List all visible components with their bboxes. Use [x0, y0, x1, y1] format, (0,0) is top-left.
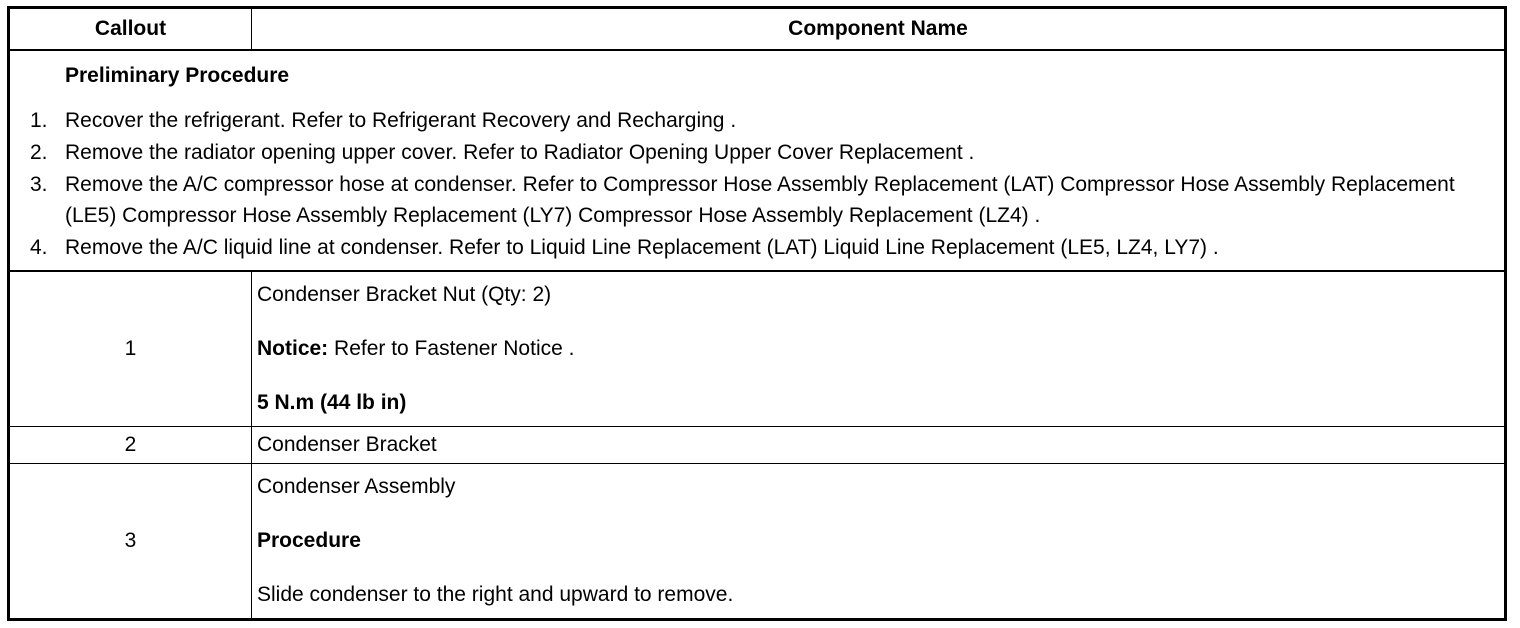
preliminary-procedure-title: Preliminary Procedure [65, 64, 290, 87]
step-number: 2. [30, 141, 48, 164]
component-name-cell [252, 464, 1506, 620]
procedure-text: Slide condenser to the right and upward to remove. [257, 583, 734, 606]
component-name: Condenser Assembly [257, 475, 456, 498]
step-number: 1. [30, 109, 48, 132]
preliminary-procedure-cell [9, 50, 1506, 271]
step-number: 3. [30, 173, 48, 196]
table-row [9, 464, 1506, 620]
step-text: Remove the A/C compressor hose at condenser. Refer to Compressor Hose Assembly Replacement (LAT) Compressor Hose Assembly Replacement (LE5) Compressor Hose Assembly Replacement (LY7) Compressor Hose Assembly Replacement (LZ4) . [65, 173, 1455, 227]
table-row [9, 271, 1506, 427]
preliminary-procedure-row [9, 50, 1506, 271]
step-text: Recover the refrigerant. Refer to Refrigerant Recovery and Recharging . [65, 109, 737, 132]
component-table [7, 6, 1507, 621]
notice-label: Notice: [257, 337, 329, 360]
callout-number: 2 [9, 427, 252, 464]
step-text: Remove the A/C liquid line at condenser. Refer to Liquid Line Replacement (LAT) Liquid Line Replacement (LE5, LZ4, LY7) . [65, 236, 1219, 259]
notice [257, 334, 1498, 364]
list-item [10, 137, 1494, 168]
callout-number: 3 [9, 464, 252, 620]
notice-text: Refer to Fastener Notice . [328, 337, 575, 360]
component-name-column-header: Component Name [252, 8, 1506, 51]
component-name-cell [252, 271, 1506, 427]
torque-spec: 5 N.m (44 lb in) [257, 391, 407, 414]
list-item [10, 232, 1494, 263]
callout-column-header: Callout [9, 8, 252, 51]
list-item [10, 169, 1494, 231]
component-name-cell [252, 427, 1506, 464]
callout-number: 1 [9, 271, 252, 427]
preliminary-steps-list [10, 105, 1494, 263]
table-header-row [9, 8, 1506, 51]
procedure-label: Procedure [257, 529, 361, 552]
table-row [9, 427, 1506, 464]
list-item [10, 105, 1494, 136]
component-name: Condenser Bracket [257, 433, 437, 456]
step-number: 4. [30, 236, 48, 259]
step-text: Remove the radiator opening upper cover. Refer to Radiator Opening Upper Cover Replacement . [65, 141, 975, 164]
component-name: Condenser Bracket Nut (Qty: 2) [257, 283, 552, 306]
